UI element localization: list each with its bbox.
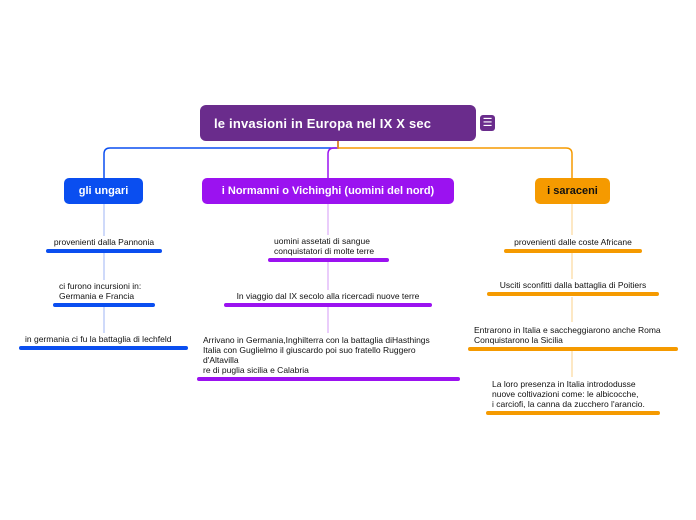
leaf-text-line: Usciti sconfitti dalla battaglia di Poitiers — [499, 280, 647, 290]
link-root-ungari — [104, 141, 338, 178]
saraceni-item-poitiers[interactable] — [487, 280, 659, 294]
leaf-text-line: Arrivano in Germania,Inghilterra con la battaglia diHasthings — [203, 335, 430, 345]
leaf-text-line: nuove coltivazioni come: le albicocche, — [492, 389, 639, 399]
branch-normanni[interactable] — [202, 178, 454, 204]
normanni-item-arrivano[interactable] — [197, 335, 460, 379]
leaf-text-line: Italia con Guglielmo il giuscardo poi suo fratello Ruggero — [203, 345, 416, 355]
normanni-item-viaggio[interactable] — [224, 291, 432, 305]
link-root-saraceni — [338, 141, 572, 178]
branch-saraceni[interactable] — [535, 178, 610, 204]
link-root-normanni — [328, 141, 338, 178]
leaf-text-line: in germania ci fu la battaglia di lechfeld — [25, 334, 172, 344]
leaf-text-line: provenienti dalle coste Africane — [514, 237, 632, 247]
leaf-text-line: La loro presenza in Italia intrododusse — [492, 379, 636, 389]
saraceni-item-coste[interactable] — [504, 237, 642, 251]
leaf-text-line: conquistatori di molte terre — [274, 246, 375, 256]
ungari-item-pannonia[interactable] — [46, 237, 162, 251]
leaf-text-line: Entrarono in Italia e saccheggiarono anche Roma — [474, 325, 661, 335]
root-topic[interactable] — [200, 105, 476, 141]
root-topic-title: le invasioni in Europa nel IX X sec — [214, 115, 432, 131]
branch-ungari[interactable] — [64, 178, 143, 204]
saraceni-item-coltivazioni[interactable] — [486, 379, 660, 413]
leaf-text-line: Germania e Francia — [59, 291, 135, 301]
ungari-item-incursioni[interactable] — [53, 281, 155, 305]
leaf-text-line: In viaggio dal IX secolo alla ricercadi nuove terre — [236, 291, 420, 301]
leaf-text-line: Conquistarono la Sicilia — [474, 335, 563, 345]
branch-ungari-title: gli ungari — [78, 185, 129, 197]
leaf-text-line: re di puglia sicilia e Calabria — [203, 365, 309, 375]
ungari-item-lechfeld[interactable] — [19, 334, 188, 348]
normanni-item-assetati[interactable] — [268, 236, 389, 260]
branch-saraceni-title: i saraceni — [547, 185, 598, 197]
leaf-text-line: i carciofi, la canna da zucchero l'arancio. — [492, 399, 645, 409]
leaf-text-line: uomini assetati di sangue — [274, 236, 370, 246]
leaf-text-line: provenienti dalla Pannonia — [53, 237, 155, 247]
menu-icon[interactable]: ☰ — [480, 115, 495, 131]
branch-normanni-title: i Normanni o Vichinghi (uomini del nord) — [221, 185, 435, 197]
leaf-text-line: ci furono incursioni in: — [59, 281, 142, 291]
leaf-text-line: d'Altavilla — [203, 355, 239, 365]
saraceni-item-roma[interactable] — [468, 325, 678, 349]
